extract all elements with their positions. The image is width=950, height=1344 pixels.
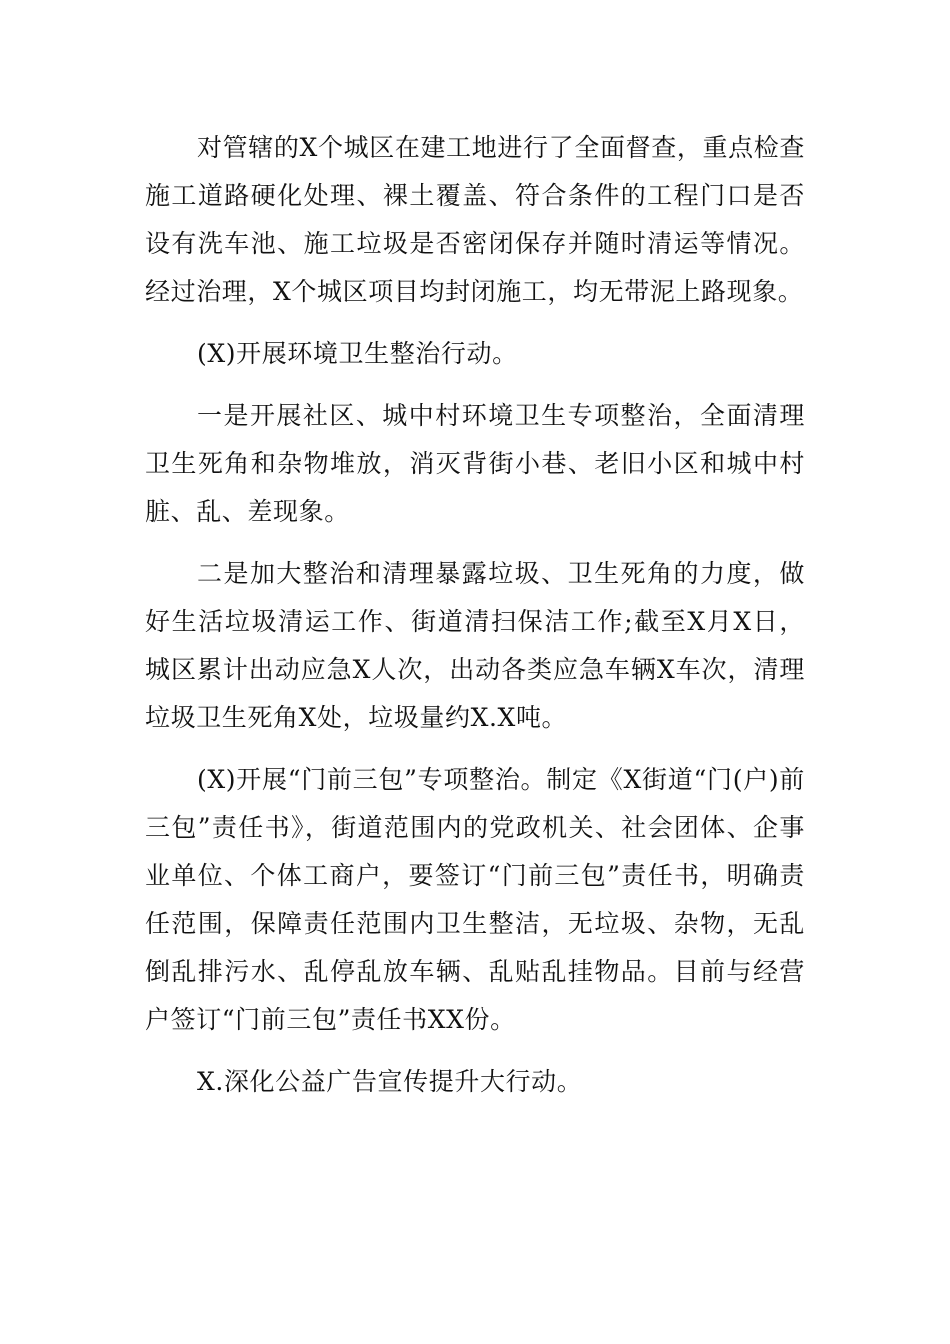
paragraph-garbage-cleanup: 二是加大整治和清理暴露垃圾、卫生死角的力度，做好生活垃圾清运工作、街道清扫保洁工作;截至X月X日，城区累计出动应急X人次，出动各类应急车辆X车次，清理垃圾卫生死角X处，垃圾量约X.X吨。 — [145, 559, 805, 732]
section-heading-sanitation: (X)开展环境卫生整治行动。 — [197, 339, 518, 368]
document-page — [145, 124, 805, 1120]
paragraph-three-guarantees: (X)开展“门前三包”专项整治。制定《X街道“门(户)前三包”责任书》，街道范围内的党政机关、社会团体、企事业单位、个体工商户，要签订“门前三包”责任书，明确责任范围，保障责任范围内卫生整洁，无垃圾、杂物，无乱倒乱排污水、乱停乱放车辆、乱贴乱挂物品。目前与经营户签订“门前三包”责任书XX份。 — [145, 765, 805, 1034]
paragraph-community-cleanup: 一是开展社区、城中村环境卫生专项整治，全面清理卫生死角和杂物堆放，消灭背街小巷、老旧小区和城中村脏、乱、差现象。 — [145, 401, 805, 526]
paragraph-construction-inspection: 对管辖的X个城区在建工地进行了全面督查，重点检查施工道路硬化处理、裸土覆盖、符合条件的工程门口是否设有洗车池、施工垃圾是否密闭保存并随时清运等情况。经过治理，X个城区项目均封闭施工，均无带泥上路现象。 — [145, 133, 805, 306]
section-heading-public-ads: X.深化公益广告宣传提升大行动。 — [197, 1067, 583, 1096]
